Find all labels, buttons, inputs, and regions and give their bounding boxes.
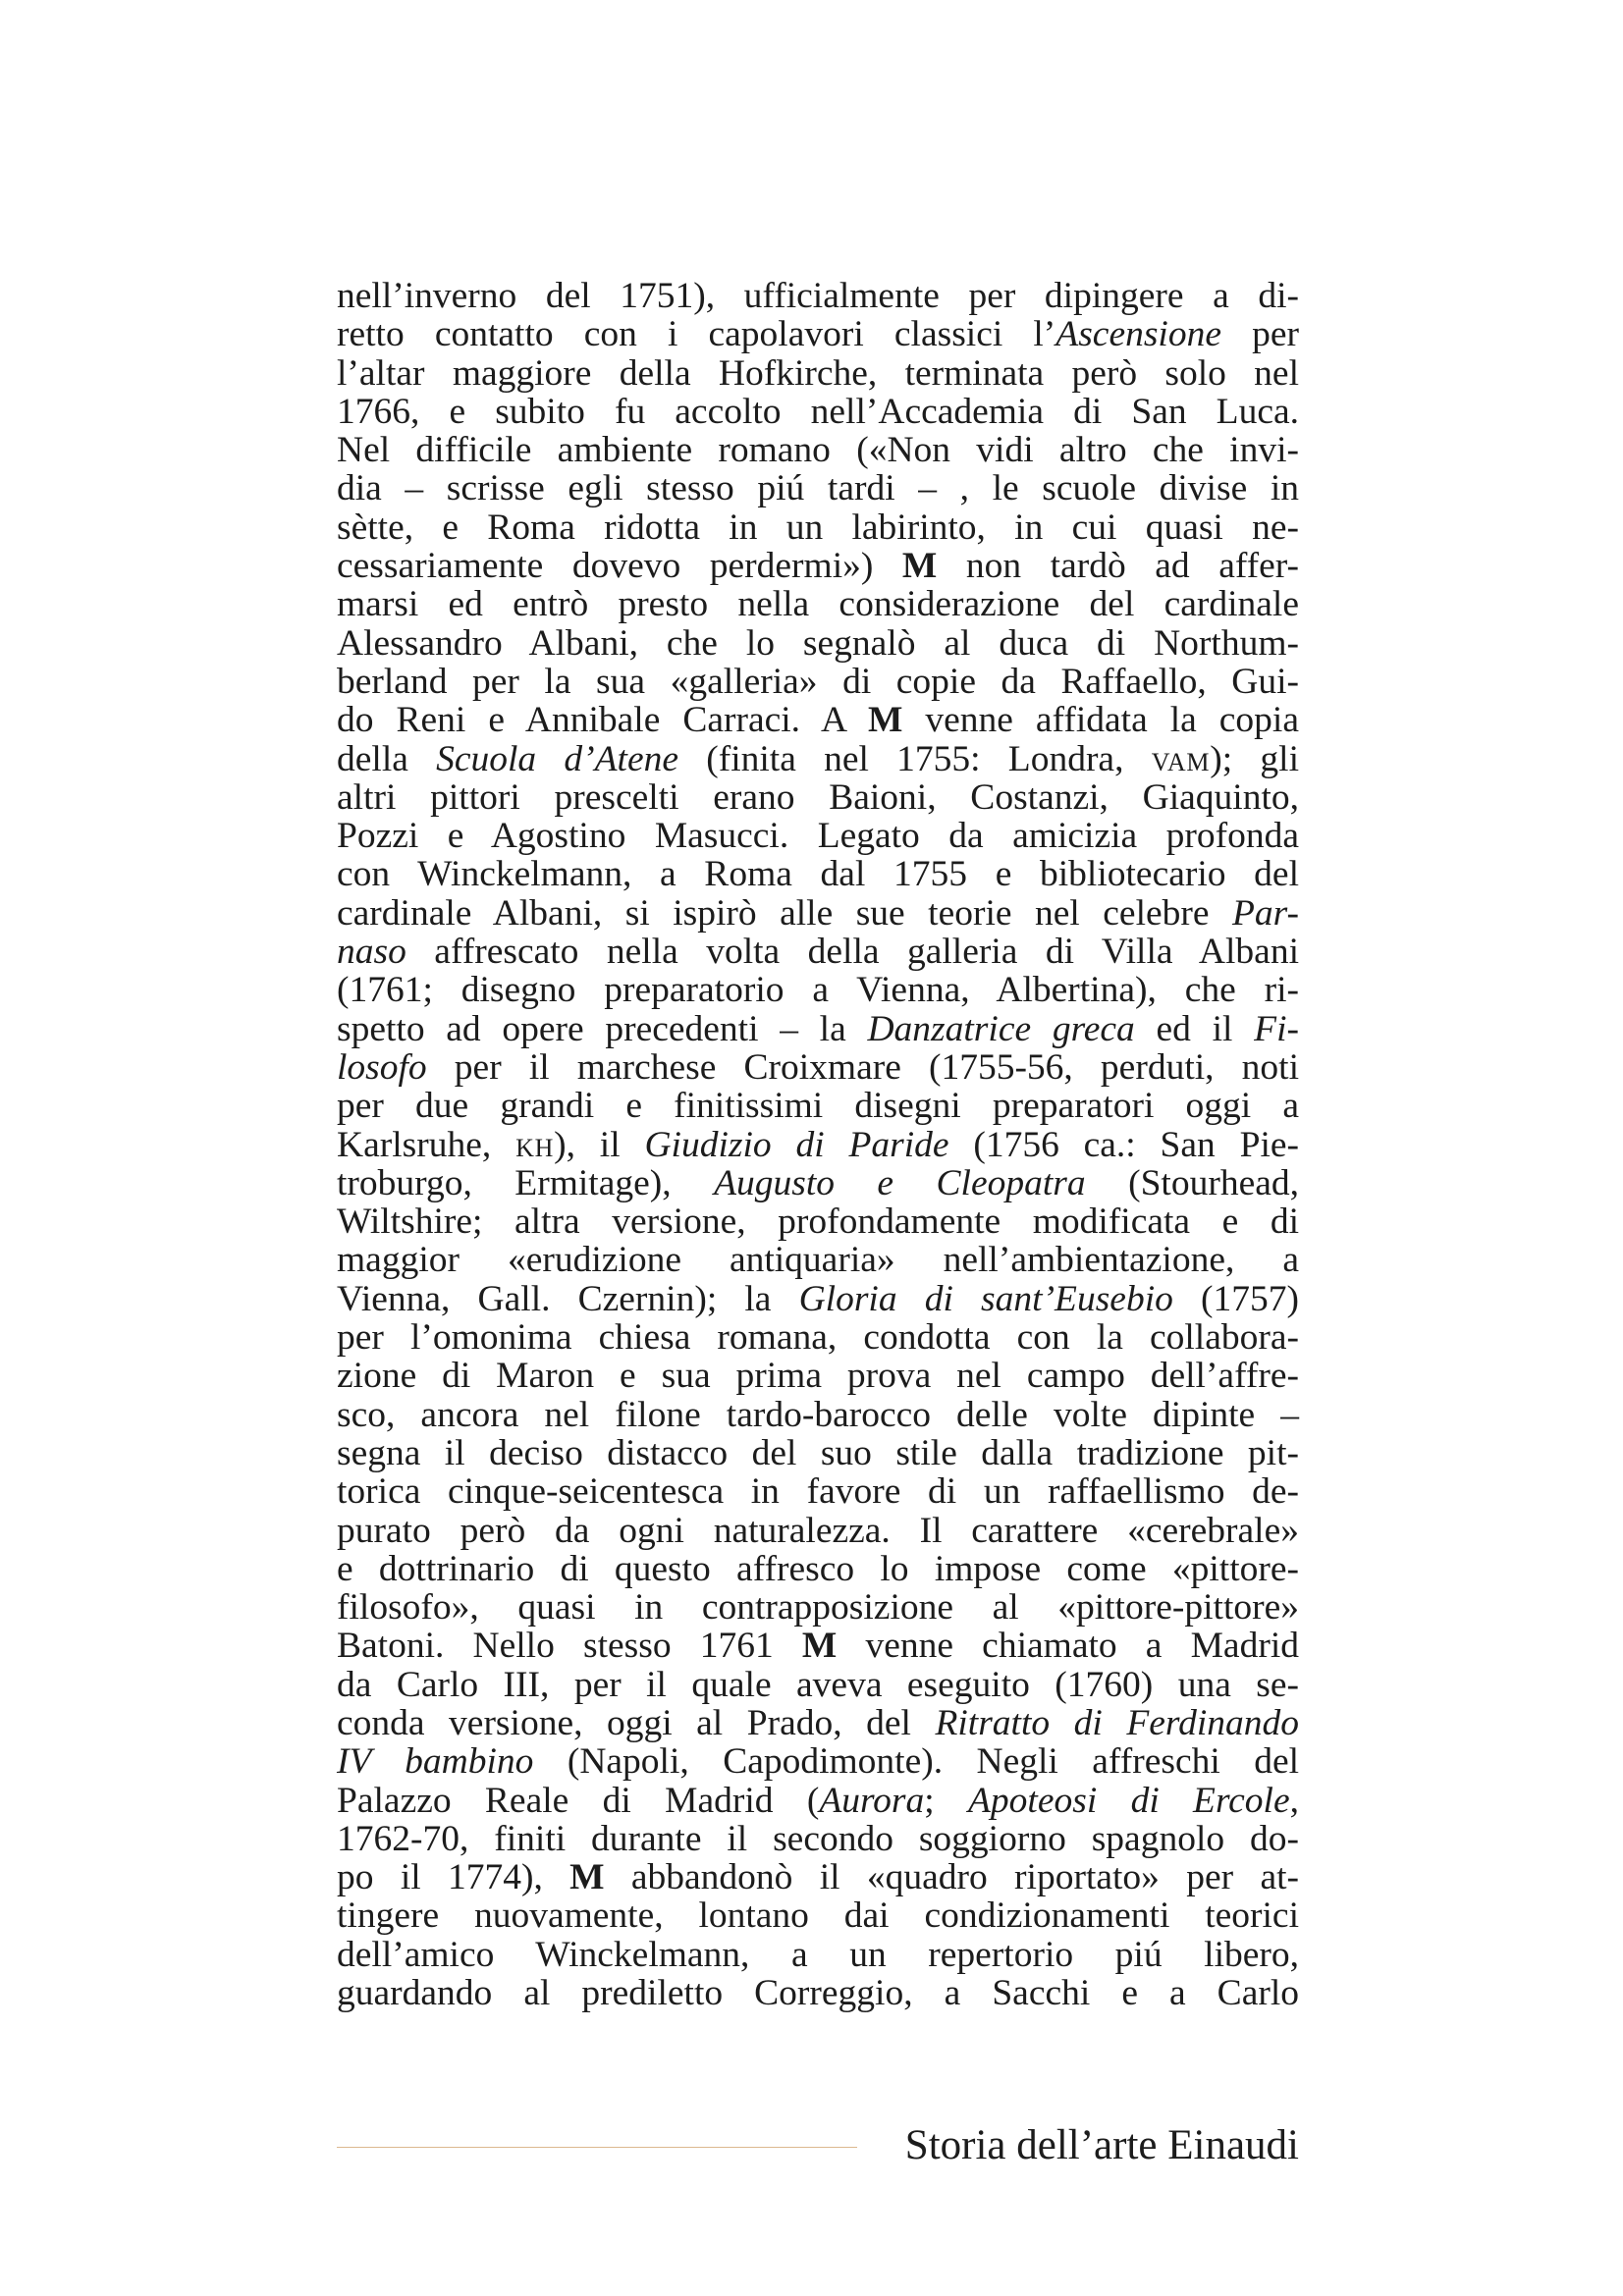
italic-title: Aurora bbox=[819, 1780, 925, 1821]
text-line bbox=[337, 1126, 1299, 1164]
text-line bbox=[337, 1048, 1299, 1087]
text-run: Wiltshire; altra versione, profondamente modificata e di bbox=[337, 1201, 1299, 1243]
italic-title: losofo bbox=[337, 1046, 427, 1088]
text-line bbox=[337, 1550, 1299, 1588]
text-line bbox=[337, 1666, 1299, 1704]
text-line bbox=[337, 1434, 1299, 1472]
text-run: segna il deciso distacco del suo stile dalla tradizione pit- bbox=[337, 1432, 1299, 1473]
italic-title: Danzatrice greca bbox=[867, 1008, 1135, 1049]
text-line bbox=[337, 1896, 1299, 1935]
text-run: affrescato nella volta della galleria di Villa Albani bbox=[406, 932, 1299, 973]
body-text bbox=[337, 277, 1299, 2012]
text-run: ; bbox=[924, 1780, 969, 1821]
italic-title: Ascensione bbox=[1055, 314, 1221, 355]
text-line bbox=[337, 393, 1299, 431]
text-run: conda versione, oggi al Prado, del bbox=[337, 1702, 936, 1743]
text-line bbox=[337, 1782, 1299, 1820]
text-run: della bbox=[337, 738, 437, 779]
text-run: (finita nel 1755: Londra, bbox=[678, 738, 1152, 779]
text-run: maggior «erudizione antiquaria» nell’ambientazione, a bbox=[337, 1240, 1299, 1281]
text-run: , bbox=[1289, 1780, 1299, 1821]
artist-initial: M bbox=[569, 1857, 605, 1898]
text-run: spetto ad opere precedenti – la bbox=[337, 1008, 868, 1049]
text-run: ed il bbox=[1134, 1008, 1255, 1049]
text-line bbox=[337, 663, 1299, 701]
text-run: Palazzo Reale di Madrid ( bbox=[337, 1780, 820, 1821]
italic-title: Par- bbox=[1232, 892, 1299, 934]
text-run: troburgo, Ermitage), bbox=[337, 1162, 715, 1203]
text-line bbox=[337, 740, 1299, 778]
text-line bbox=[337, 1010, 1299, 1048]
text-run: venne chiamato a Madrid bbox=[837, 1626, 1299, 1667]
text-run: Alessandro Albani, che lo segnalò al duca di Northum- bbox=[337, 622, 1299, 664]
text-run: da Carlo III, per il quale aveva eseguito (1760) una se- bbox=[337, 1664, 1299, 1705]
text-run: 1766, e subito fu accolto nell’Accademia di San Luca. bbox=[337, 391, 1299, 432]
text-line bbox=[337, 1318, 1299, 1357]
text-run: tingere nuovamente, lontano dai condizionamenti teorici bbox=[337, 1896, 1299, 1937]
italic-title: Gloria di sant’Eusebio bbox=[798, 1278, 1173, 1319]
text-line bbox=[337, 585, 1299, 623]
text-line bbox=[337, 778, 1299, 817]
italic-title: Ritratto di Ferdinando bbox=[935, 1702, 1299, 1743]
text-line bbox=[337, 1357, 1299, 1395]
text-run: per due grandi e finitissimi disegni preparatori oggi a bbox=[337, 1086, 1299, 1127]
text-line bbox=[337, 1858, 1299, 1896]
text-run: Karlsruhe, bbox=[337, 1124, 516, 1165]
text-run: venne affidata la copia bbox=[902, 700, 1299, 741]
text-run: per l’omonima chiesa romana, condotta con la collabora- bbox=[337, 1317, 1299, 1359]
text-line bbox=[337, 1087, 1299, 1125]
text-line bbox=[337, 817, 1299, 855]
text-line bbox=[337, 1936, 1299, 1974]
text-run: (1761; disegno preparatorio a Vienna, Albertina), che ri- bbox=[337, 970, 1299, 1011]
text-run: (1757) bbox=[1172, 1278, 1299, 1319]
text-run: berland per la sua «galleria» di copie da Raffaello, Gui- bbox=[337, 661, 1299, 702]
text-line bbox=[337, 971, 1299, 1009]
text-run: dia – scrisse egli stesso piú tardi – , le scuole divise in bbox=[337, 468, 1299, 509]
text-line bbox=[337, 933, 1299, 971]
artist-initial: M bbox=[867, 700, 903, 741]
text-run: ); gli bbox=[1210, 738, 1299, 779]
text-line bbox=[337, 1396, 1299, 1434]
italic-title: IV bambino bbox=[337, 1741, 534, 1783]
text-run: Vienna, Gall. Czernin); la bbox=[337, 1278, 799, 1319]
text-run: Batoni. Nello stesso 1761 bbox=[337, 1626, 802, 1667]
text-line bbox=[337, 547, 1299, 585]
text-line bbox=[337, 1280, 1299, 1318]
text-line bbox=[337, 354, 1299, 393]
text-run: non tardò ad affer- bbox=[937, 546, 1300, 587]
text-run: (1756 ca.: San Pie- bbox=[948, 1124, 1300, 1165]
text-run: altri pittori prescelti erano Baioni, Costanzi, Giaquinto, bbox=[337, 776, 1299, 818]
text-run: cessariamente dovevo perdermi») bbox=[337, 546, 902, 587]
italic-title: Fi- bbox=[1254, 1008, 1299, 1049]
italic-title: Apoteosi di Ercole bbox=[968, 1780, 1290, 1821]
text-run: Pozzi e Agostino Masucci. Legato da amicizia profonda bbox=[337, 816, 1299, 857]
text-run: per bbox=[1221, 314, 1299, 355]
text-run: ), il bbox=[554, 1124, 645, 1165]
text-line bbox=[337, 277, 1299, 315]
text-run: filosofo», quasi in contrapposizione al «pittore-pittore» bbox=[337, 1587, 1299, 1629]
text-run: marsi ed entrò presto nella considerazione del cardinale bbox=[337, 584, 1299, 625]
text-run: zione di Maron e sua prima prova nel campo dell’affre- bbox=[337, 1356, 1299, 1397]
artist-initial: M bbox=[801, 1626, 838, 1667]
text-line bbox=[337, 1202, 1299, 1241]
text-run: 1762-70, finiti durante il secondo soggiorno spagnolo do- bbox=[337, 1818, 1299, 1859]
museum-abbreviation: vam bbox=[1151, 738, 1211, 779]
text-run: po il 1774), bbox=[337, 1857, 570, 1898]
text-run: l’altar maggiore della Hofkirche, terminata però solo nel bbox=[337, 352, 1299, 394]
italic-title: naso bbox=[337, 932, 406, 973]
text-run: sco, ancora nel filone tardo-barocco delle volte dipinte – bbox=[337, 1394, 1299, 1435]
text-run: guardando al prediletto Correggio, a Sacchi e a Carlo bbox=[337, 1973, 1299, 2014]
text-line bbox=[337, 315, 1299, 353]
text-run: retto contatto con i capolavori classici l’ bbox=[337, 314, 1056, 355]
text-line bbox=[337, 469, 1299, 507]
text-run: torica cinque-seicentesca in favore di un raffaellismo de- bbox=[337, 1471, 1299, 1513]
text-line bbox=[337, 1704, 1299, 1742]
text-line bbox=[337, 1820, 1299, 1858]
text-line bbox=[337, 624, 1299, 663]
text-run: (Stourhead, bbox=[1085, 1162, 1299, 1203]
footer-rule bbox=[337, 2147, 857, 2148]
text-line bbox=[337, 1742, 1299, 1781]
text-run: purato però da ogni naturalezza. Il carattere «cerebrale» bbox=[337, 1510, 1299, 1551]
text-run: Nel difficile ambiente romano («Non vidi altro che invi- bbox=[337, 430, 1299, 471]
text-run: nell’inverno del 1751), ufficialmente per dipingere a di- bbox=[337, 276, 1299, 316]
text-line bbox=[337, 1472, 1299, 1511]
text-line bbox=[337, 894, 1299, 933]
text-line bbox=[337, 431, 1299, 469]
text-line bbox=[337, 1241, 1299, 1279]
museum-abbreviation: kh bbox=[515, 1124, 555, 1165]
text-run: con Winckelmann, a Roma dal 1755 e bibliotecario del bbox=[337, 854, 1299, 895]
italic-title: Giudizio di Paride bbox=[644, 1124, 949, 1165]
italic-title: Scuola d’Atene bbox=[436, 738, 679, 779]
text-line bbox=[337, 508, 1299, 547]
artist-initial: M bbox=[901, 546, 938, 587]
text-run: dell’amico Winckelmann, a un repertorio piú libero, bbox=[337, 1934, 1299, 1975]
text-line bbox=[337, 1588, 1299, 1627]
text-line bbox=[337, 1974, 1299, 2012]
text-run: abbandonò il «quadro riportato» per at- bbox=[604, 1857, 1299, 1898]
italic-title: Augusto e Cleopatra bbox=[714, 1162, 1086, 1203]
text-line bbox=[337, 1512, 1299, 1550]
text-run: cardinale Albani, si ispirò alle sue teorie nel celebre bbox=[337, 892, 1232, 934]
text-line bbox=[337, 1627, 1299, 1665]
footer-label: Storia dell’arte Einaudi bbox=[904, 2122, 1299, 2168]
text-run: (Napoli, Capodimonte). Negli affreschi del bbox=[533, 1741, 1300, 1783]
text-line bbox=[337, 701, 1299, 739]
text-run: e dottrinario di questo affresco lo impose come «pittore- bbox=[337, 1548, 1299, 1589]
text-run: do Reni e Annibale Carraci. A bbox=[337, 700, 868, 741]
text-line bbox=[337, 1164, 1299, 1202]
text-run: per il marchese Croixmare (1755-56, perduti, noti bbox=[426, 1046, 1299, 1088]
text-line bbox=[337, 855, 1299, 893]
text-run: sètte, e Roma ridotta in un labirinto, in cui quasi ne- bbox=[337, 507, 1299, 548]
